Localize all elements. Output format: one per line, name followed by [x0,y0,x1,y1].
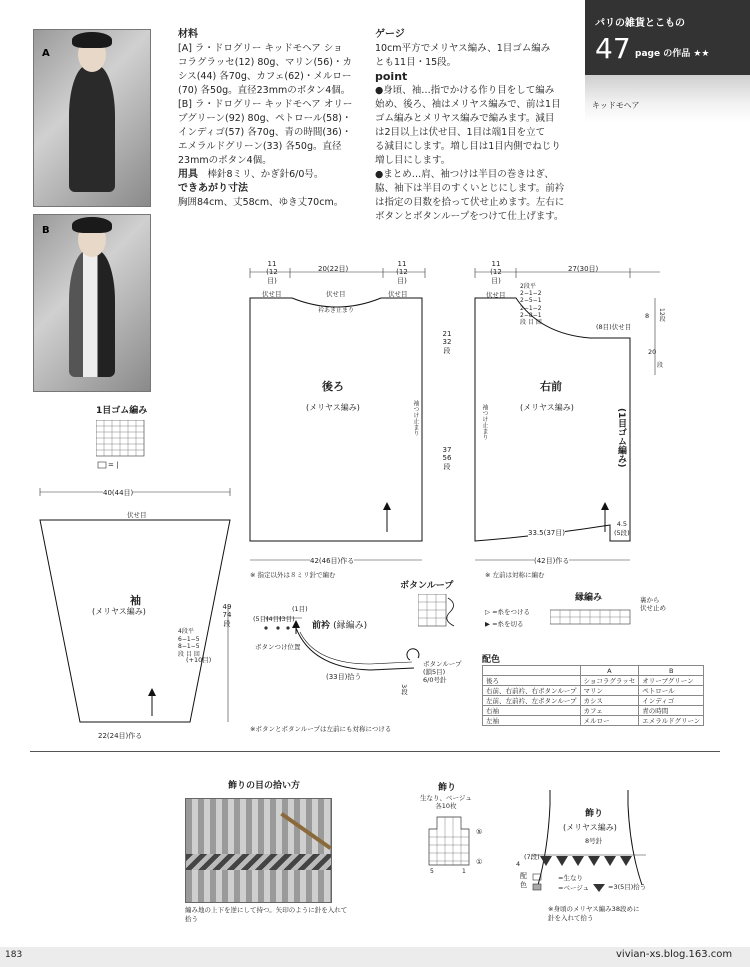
back-bind-left: 伏せ目 [262,290,282,298]
size-title: できあがり寸法 [178,183,248,194]
photo-model-a [33,29,151,207]
front-decrease-table: 2段平 2−1−2 2−5−1 2−1−2 2−8−1 段 目 回 [520,283,542,327]
front-bind-left: 伏せ目 [486,291,506,299]
sleeve-stitch: (メリヤス編み) [92,607,146,616]
front-stitch: (メリヤス編み) [520,403,574,412]
gauge-line: とも11目・15段。 [375,57,457,68]
footer-site: vivian-xs.blog.163.com [616,949,733,960]
button-loop-legend-2: ▶ =糸を切る [485,620,524,628]
tools-title: 用具 [178,169,198,180]
sleeve-top: 40(44目) [103,489,134,497]
decoration-row-1: ① [476,858,483,866]
point-line: 増し目にします。 [375,155,451,166]
decoration-diagram-rows-2: (7段) [524,853,540,861]
rib-chart-grid [96,420,156,470]
back-top-mid: 20(22目) [318,265,349,273]
front-cast: 33.5(37目) [528,529,565,537]
sleeve-bind: 伏せ目 [127,511,147,519]
button-loop-title: ボタンループ [400,581,454,591]
gauge-title: ゲージ [375,29,405,40]
page-suffix: page の作品 ★★ [635,49,710,59]
table-row: 左前、左前衿、左ボタンループ カシス インディゴ [483,696,704,706]
point-line: ●身頃、袖…指でかける作り目をして編み [375,85,555,96]
materials-line: コラグラッセ(12) 80g、マリン(56)・カ [178,57,352,68]
decoration-diagram-rows: 4 [516,860,521,868]
point-line: は指定の目数を拾って伏せ止めます。左右に [375,197,565,208]
front-title: 右前 [540,380,562,393]
point-line: ボタンとボタンループをつけて仕上げます。 [375,211,564,222]
back-height-lower: 37 56段 [442,446,452,471]
decoration-row-5: ⑤ [476,828,483,836]
colors-table: A B 後ろ ショコラグラッセ オリーブグリーン 右前、右前衿、右ボタンループ マリン ペトロール 左前、左前衿、左ボタンループ カシス インディゴ 右袖 カフェ 青の時間 左袖 メルロー エメラルドグリーン [482,665,704,726]
collar-label-1: (1目) [292,605,308,613]
point-line: は2目以上は伏せ目、1目は端1目を立て [375,127,546,138]
materials-line: [A] ラ・ドログリー キッドモヘア ショ [178,43,343,54]
decoration-title: 飾り [438,783,457,793]
decoration-note: ※身頃のメリヤス編み38段めに 針を入れて拾う [548,905,640,922]
pickup-title: 飾りの目の拾い方 [228,781,301,791]
rib-chart-title: 1目ゴム編み [96,406,148,416]
front-side-a: 8 [645,312,650,320]
front-note: ※ 左前は対称に編む [485,571,545,579]
back-bind-mid: 伏せ目 [326,290,346,298]
front-top-left: 11 (12目) [490,260,502,285]
materials-line: ブグリーン(92) 80g、ペトロール(58)・ [178,113,352,124]
footer-page-number: 183 [5,950,23,960]
point-line: ●まとめ…肩、袖つけは半目の巻きはぎ、 [375,169,554,180]
button-loop-chart [418,594,463,634]
gauge-point-block [375,28,567,224]
back-sleeve-stop: 袖つけ止まり [412,400,419,436]
table-row: 右前、右前衿、右ボタンループ マリン ペトロール [483,686,704,696]
point-title: point [375,70,408,83]
decoration-diagram-title: 飾り [585,809,604,819]
collar-label-4: (4目) [266,615,282,623]
rib-chart-legend: = | [108,461,119,469]
table-row: 後ろ ショコラグラッセ オリーブグリーン [483,676,704,686]
series-title: パリの雑貨とこもの [595,18,685,29]
sleeve-height: 49 74段 [222,603,232,628]
front-top-right: 27(30目) [568,265,599,273]
photo-label-a: A [42,48,50,59]
decoration-diagram-stitch: (メリヤス編み) [563,823,617,832]
button-loop-legend-1: ▷ =糸をつける [485,608,531,616]
page-banner [585,0,750,75]
front-bind-right: (8目)伏せ目 [596,323,632,331]
materials-line: エメラルドグリーン(33) 各50g。直径 [178,141,342,152]
decoration-pickup-label: =3(5目)拾う [608,883,647,891]
collar-pickup: (33目)拾う [326,673,362,681]
decoration-sub: 生なり、ベージュ 各10枚 [420,794,472,810]
back-top-left: 11 (12目) [266,260,278,285]
decoration-diagram-needle: 8号針 [585,837,603,845]
collar-note: ※ボタンとボタンループは左前にも対称につける [250,725,392,733]
decoration-legend-2: =ベージュ [558,884,590,892]
materials-line: シス(44) 各70g、カフェ(62)・メルロー [178,71,352,82]
back-stitch: (メリヤス編み) [306,403,360,412]
materials-line: インディゴ(57) 各70g、青の時間(36)・ [178,127,352,138]
sleeve-increase-table: 4段平 6−1−5 8−1−5 段 目 回 [178,628,200,658]
front-bottom: (42目)作る [534,557,570,565]
back-height-upper: 21 32段 [442,330,452,355]
pickup-photo [185,798,332,903]
front-rib-label: (1目ゴム編み) [616,408,626,468]
collar-rows: 3段 [400,684,408,695]
decoration-col-5: 5 [430,868,434,875]
materials-line: 23mmのボタン4個。 [178,155,272,166]
back-neck-note: 衿あき止まり [318,307,355,314]
collar-button-pos: ボタンつけ位置 [255,643,301,651]
decoration-legend-1: =生なり [558,874,583,882]
yarn-swatch [585,75,750,123]
materials-title: 材料 [178,29,198,40]
edge-title: 縁編み [575,593,603,603]
photo-label-b: B [42,225,50,236]
point-line: 始め、後ろ、袖はメリヤス編みで、前は1目 [375,99,561,110]
sleeve-bottom: 22(24目)作る [98,732,143,740]
right-front-schematic [465,260,665,585]
sleeve-title: 袖 [130,594,141,607]
edge-note: 裏から 伏せ止め [640,596,666,612]
materials-line: [B] ラ・ドログリー キッドモヘア オリー [178,99,353,110]
back-title: 後ろ [322,380,344,393]
yarn-label: キッドモヘア [592,101,640,110]
point-line: ゴム編みとメリヤス編みで編みます。減目 [375,113,555,124]
point-line: 脇、袖下は半目のすくいとじにします。前衿 [375,183,565,194]
back-bind-right: 伏せ目 [388,290,408,298]
decoration-legend-title: 配 色 [520,872,527,889]
decoration-col-1: 1 [462,868,466,875]
decoration-chart [425,815,475,870]
collar-label-3: (3目) [279,615,295,623]
size-text: 胸囲84cm、丈58cm、ゆき丈70cm。 [178,197,344,208]
gauge-line: 10cm平方でメリヤス編み、1目ゴム編み [375,43,551,54]
table-row: 右袖 カフェ 青の時間 [483,706,704,716]
materials-block [178,28,366,210]
front-side-b: 20 [648,348,657,356]
section-divider [30,751,720,752]
page-number: 47 [595,32,631,65]
back-bottom: 42(46目)作る [310,557,355,565]
pickup-caption: 編み地の上下を逆にして持つ。矢印のように針を入れて 拾う [185,906,348,923]
tools-text: 棒針8ミリ、かぎ針6/0号。 [207,169,324,180]
edge-chart [550,606,635,628]
table-row: 左袖 メルロー エメラルドグリーン [483,716,704,726]
point-line: る減目にします。増し目は1目内側でねじり [375,141,561,152]
front-sleeve-stop: 袖つけ止まり [481,404,488,440]
materials-line: (70) 各50g。直径23mmのボタン4個。 [178,85,351,96]
collar-title: 前衿 (縁編み) [312,621,368,631]
collar-loop-note: ボタンループ (鎖5目) 6/0号針 [423,660,462,684]
sleeve-increase-note: (+10目) [186,656,212,664]
back-note: ※ 指定以外は８ミリ針で編む [250,571,336,579]
back-top-right: 11 (12目) [396,260,408,285]
colors-title: 配色 [482,655,501,665]
front-side-b-rows: 段 [657,362,664,369]
front-side-a-rows: 12段 [658,308,665,322]
front-hem: 4.5 (5段) [614,520,630,537]
photo-model-b [33,214,151,392]
collar-label-5: (5目) [253,615,269,623]
